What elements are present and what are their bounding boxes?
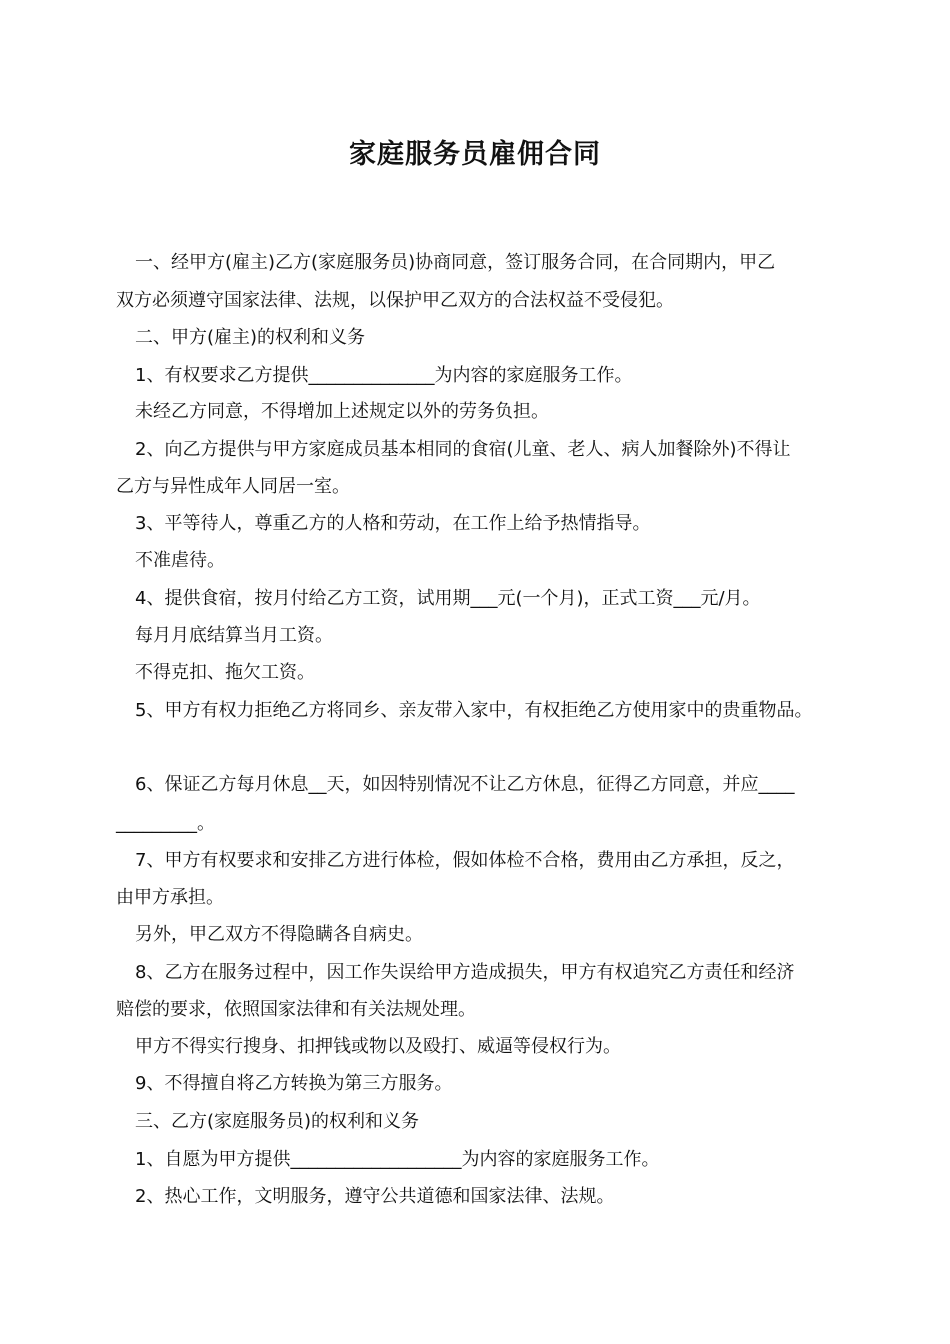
paragraph-line: 5、甲方有权力拒绝乙方将同乡、亲友带入家中，有权拒绝乙方使用家中的贵重物品。	[135, 700, 813, 721]
paragraph-line: 8、乙方在服务过程中，因工作失误给甲方造成损失，甲方有权追究乙方责任和经济	[135, 962, 795, 983]
paragraph-line: 6、保证乙方每月休息__天，如因特别情况不让乙方休息，征得乙方同意，并应____	[135, 774, 795, 795]
paragraph-line: 甲方不得实行搜身、扣押钱或物以及殴打、威逼等侵权行为。	[135, 1036, 621, 1057]
paragraph-line: 2、向乙方提供与甲方家庭成员基本相同的食宿(儿童、老人、病人加餐除外)不得让	[135, 439, 791, 460]
paragraph-line: 每月月底结算当月工资。	[135, 625, 333, 646]
paragraph-line: 1、自愿为甲方提供___________________为内容的家庭服务工作。	[135, 1149, 660, 1170]
paragraph-line: 赔偿的要求，依照国家法律和有关法规处理。	[116, 999, 476, 1020]
section-heading: 二、甲方(雇主)的权利和义务	[135, 327, 366, 348]
paragraph-line: 另外，甲乙双方不得隐瞒各自病史。	[135, 924, 423, 945]
paragraph-line: 2、热心工作，文明服务，遵守公共道德和国家法律、法规。	[135, 1186, 615, 1207]
paragraph-line: 未经乙方同意，不得增加上述规定以外的劳务负担。	[135, 401, 549, 422]
paragraph-line: 7、甲方有权要求和安排乙方进行体检，假如体检不合格，费用由乙方承担，反之，	[135, 850, 795, 871]
paragraph-line: 双方必须遵守国家法律、法规，以保护甲乙双方的合法权益不受侵犯。	[116, 290, 674, 311]
paragraph-line: 不准虐待。	[135, 550, 225, 571]
document-title: 家庭服务员雇佣合同	[349, 139, 601, 170]
paragraph-line: _________。	[116, 813, 215, 834]
paragraph-line: 9、不得擅自将乙方转换为第三方服务。	[135, 1073, 453, 1094]
paragraph-line: 由甲方承担。	[116, 887, 224, 908]
paragraph-line: 不得克扣、拖欠工资。	[135, 662, 315, 683]
paragraph-line: 4、提供食宿，按月付给乙方工资，试用期___元(一个月)，正式工资___元/月。	[135, 588, 761, 609]
paragraph-line: 一、经甲方(雇主)乙方(家庭服务员)协商同意，签订服务合同，在合同期内，甲乙	[135, 252, 776, 273]
paragraph-line: 乙方与异性成年人同居一室。	[116, 476, 350, 497]
section-heading: 三、乙方(家庭服务员)的权利和义务	[135, 1111, 420, 1132]
paragraph-line: 3、平等待人，尊重乙方的人格和劳动，在工作上给予热情指导。	[135, 513, 651, 534]
paragraph-line: 1、有权要求乙方提供______________为内容的家庭服务工作。	[135, 365, 633, 386]
